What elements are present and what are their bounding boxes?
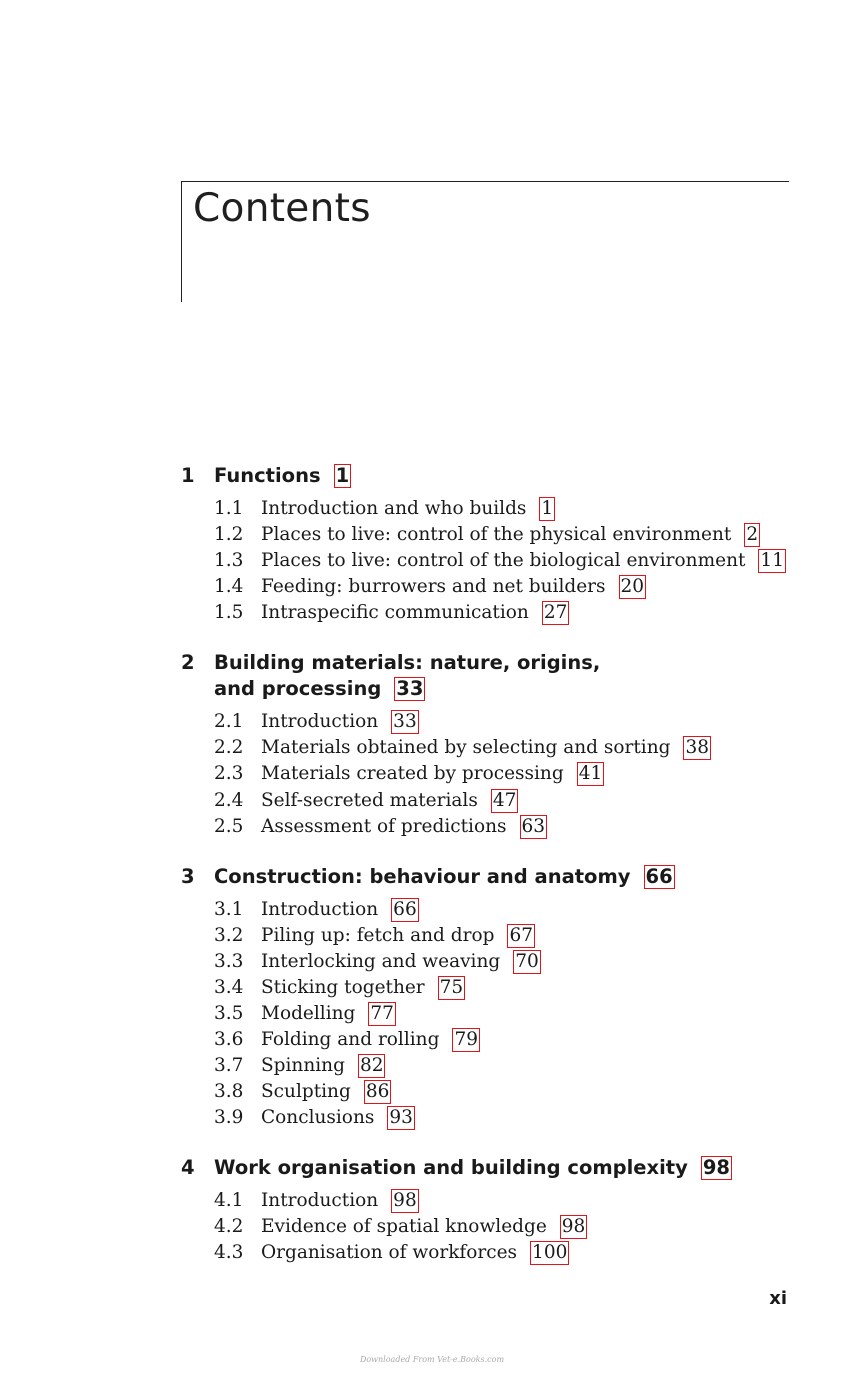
page-link[interactable]: 1: [335, 464, 350, 487]
section-number: 3.5: [214, 1003, 244, 1024]
page-link[interactable]: 38: [685, 737, 710, 758]
section-title: Introduction 33: [261, 711, 417, 732]
watermark-text: Downloaded From Vet-e.Books.com: [359, 1355, 505, 1364]
chapter-number: 4: [181, 1156, 195, 1179]
chapter-number: 2: [181, 651, 195, 674]
page-link[interactable]: 41: [578, 763, 603, 784]
section-title: Folding and rolling 79: [261, 1029, 478, 1050]
title-frame: [181, 181, 789, 302]
section-number: 2.4: [214, 790, 244, 811]
page-link[interactable]: 33: [393, 711, 417, 732]
section-title: Modelling 77: [261, 1003, 394, 1024]
page-link[interactable]: 27: [543, 602, 568, 623]
section-title: Piling up: fetch and drop 67: [261, 925, 533, 946]
chapter-title: Work organisation and building complexity 98: [214, 1156, 730, 1179]
section-title: Intraspecific communication 27: [261, 602, 568, 623]
section-title: Places to live: control of the physical environment 2: [261, 524, 759, 545]
page-link[interactable]: 33: [396, 677, 424, 700]
section-number: 3.8: [214, 1081, 244, 1102]
section-number: 3.7: [214, 1055, 244, 1076]
section-title: Introduction 66: [261, 899, 417, 920]
section-number: 4.3: [214, 1242, 244, 1263]
section-title: Places to live: control of the biological environment 11: [261, 550, 784, 571]
page-link[interactable]: 20: [620, 576, 645, 597]
page-link[interactable]: 66: [645, 865, 673, 888]
section-title: Materials obtained by selecting and sorting 38: [261, 737, 710, 758]
page-link[interactable]: 1: [541, 498, 554, 519]
page-link[interactable]: 86: [365, 1081, 390, 1102]
section-title: Assessment of predictions 63: [261, 816, 546, 837]
section-title: Feeding: burrowers and net builders 20: [261, 576, 645, 597]
page-link[interactable]: 93: [389, 1107, 413, 1128]
page-link[interactable]: 77: [370, 1003, 394, 1024]
section-number: 3.9: [214, 1107, 244, 1128]
page-link[interactable]: 2: [746, 524, 759, 545]
section-number: 4.1: [214, 1190, 244, 1211]
page-link[interactable]: 11: [760, 550, 784, 571]
chapter-number: 3: [181, 865, 195, 888]
section-number: 1.5: [214, 602, 244, 623]
page-link[interactable]: 67: [509, 925, 533, 946]
section-number: 1.4: [214, 576, 244, 597]
section-number: 1.1: [214, 498, 244, 519]
page-title: Contents: [193, 186, 371, 231]
section-number: 4.2: [214, 1216, 244, 1237]
chapter-title-line2: and processing 33: [214, 677, 424, 700]
section-number: 2.2: [214, 737, 244, 758]
page-link[interactable]: 98: [561, 1216, 586, 1237]
section-title: Evidence of spatial knowledge 98: [261, 1216, 586, 1237]
chapter-title: Functions 1: [214, 464, 350, 487]
page-folio: xi: [769, 1288, 787, 1309]
section-title: Interlocking and weaving 70: [261, 951, 539, 972]
section-title: Sculpting 86: [261, 1081, 390, 1102]
page-link[interactable]: 47: [492, 790, 517, 811]
page-link[interactable]: 70: [515, 951, 539, 972]
section-title: Materials created by processing 41: [261, 763, 603, 784]
section-number: 3.6: [214, 1029, 244, 1050]
section-number: 2.5: [214, 816, 244, 837]
section-number: 3.4: [214, 977, 244, 998]
section-number: 3.2: [214, 925, 244, 946]
section-title: Sticking together 75: [261, 977, 464, 998]
section-title: Organisation of workforces 100: [261, 1242, 568, 1263]
page-link[interactable]: 100: [532, 1242, 568, 1263]
section-number: 2.3: [214, 763, 244, 784]
chapter-title: Construction: behaviour and anatomy 66: [214, 865, 673, 888]
page-link[interactable]: 63: [521, 816, 546, 837]
section-title: Introduction 98: [261, 1190, 417, 1211]
page-link[interactable]: 98: [393, 1190, 417, 1211]
section-number: 3.1: [214, 899, 244, 920]
section-title: Introduction and who builds 1: [261, 498, 554, 519]
page-link[interactable]: 66: [393, 899, 417, 920]
section-number: 1.2: [214, 524, 244, 545]
page-link[interactable]: 79: [454, 1029, 478, 1050]
chapter-number: 1: [181, 464, 195, 487]
page-link[interactable]: 75: [439, 977, 464, 998]
section-title: Spinning 82: [261, 1055, 384, 1076]
section-number: 1.3: [214, 550, 244, 571]
page-link[interactable]: 82: [359, 1055, 384, 1076]
section-number: 2.1: [214, 711, 244, 732]
chapter-title: Building materials: nature, origins,: [214, 651, 601, 674]
page-link[interactable]: 98: [702, 1156, 730, 1179]
section-number: 3.3: [214, 951, 244, 972]
section-title: Conclusions 93: [261, 1107, 413, 1128]
section-title: Self-secreted materials 47: [261, 790, 517, 811]
